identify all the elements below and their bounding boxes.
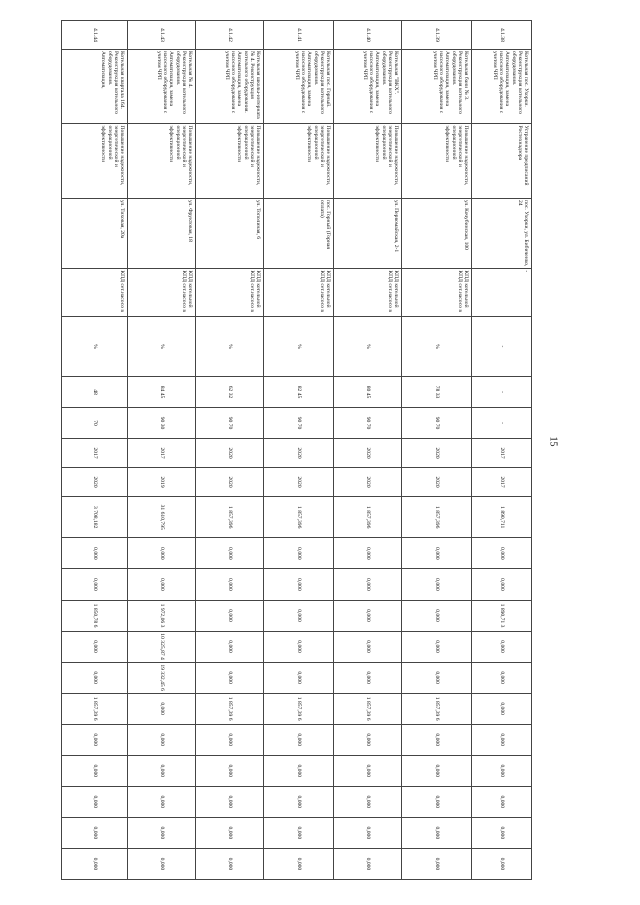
value-after: 70 bbox=[62, 408, 128, 439]
object-name: Котельная пос. Горный. Реконструкция котельного оборудования. Автоматизация, замена насосного оборудования с учетом ЧРП bbox=[264, 49, 334, 124]
unit: % bbox=[62, 316, 128, 376]
cost-col-3: 1 972,06 3 bbox=[128, 600, 196, 631]
cost-col-11: 0,000 bbox=[402, 848, 472, 879]
cost-col-6: 1 857,39 6 bbox=[62, 693, 128, 724]
cost-col-9: 0,000 bbox=[264, 786, 334, 817]
cost-col-1: 0,000 bbox=[128, 538, 196, 569]
page-number: 15 bbox=[547, 436, 559, 447]
cost-col-11: 0,000 bbox=[264, 848, 334, 879]
address: ул. Первомайская, 2-1 bbox=[334, 199, 402, 269]
value-before: 62 32 bbox=[196, 376, 264, 407]
row-number: 4.1.41 bbox=[264, 21, 334, 50]
cost-col-10: 0,000 bbox=[472, 817, 532, 848]
address: пос. Ухорки, ул. Бибиченко, 24 bbox=[472, 199, 532, 269]
total-cost: 1 857,396 bbox=[196, 497, 264, 538]
table-row bbox=[128, 21, 196, 880]
measure: Повышение надежности, энергетической и операционной эффективности bbox=[402, 124, 472, 199]
total-cost: 1 857,396 bbox=[402, 497, 472, 538]
cost-col-11: 0,000 bbox=[334, 848, 402, 879]
cost-col-7: 0,000 bbox=[334, 724, 402, 755]
cost-col-11: 0,000 bbox=[196, 848, 264, 879]
indicator: КПД котельной КПД сет.насосо в bbox=[264, 269, 334, 317]
cost-col-7: 0,000 bbox=[472, 724, 532, 755]
cost-col-7: 0,000 bbox=[62, 724, 128, 755]
investment-table bbox=[61, 20, 532, 880]
year-start: 2020 bbox=[402, 439, 472, 468]
value-before: 80 45 bbox=[334, 376, 402, 407]
cost-col-5: 0,000 bbox=[334, 662, 402, 693]
cost-col-9: 0,000 bbox=[128, 786, 196, 817]
year-end: 2019 bbox=[128, 468, 196, 497]
value-before: 82 45 bbox=[264, 376, 334, 407]
year-end: 2020 bbox=[334, 468, 402, 497]
cost-col-6: 1 857,39 6 bbox=[402, 693, 472, 724]
table-row bbox=[472, 21, 532, 880]
value-before: 48 bbox=[62, 376, 128, 407]
cost-col-5: 0,000 bbox=[62, 662, 128, 693]
year-end: 2020 bbox=[402, 468, 472, 497]
row-number: 4.1.44 bbox=[62, 21, 128, 50]
cost-col-3: 0,000 bbox=[264, 600, 334, 631]
cost-col-8: 0,000 bbox=[196, 755, 264, 786]
value-after: 90 70 bbox=[402, 408, 472, 439]
row-number: 4.1.40 bbox=[334, 21, 402, 50]
indicator: КПД котельной КПД сет.насосо в bbox=[128, 269, 196, 317]
cost-col-2: 0,000 bbox=[334, 569, 402, 600]
measure: Повышение надежности, энергетической и операционной эффективности bbox=[264, 124, 334, 199]
address: ул. Кочубинская, 100 bbox=[402, 199, 472, 269]
total-cost: 3 708,182 bbox=[62, 497, 128, 538]
cost-col-1: 0,000 bbox=[334, 538, 402, 569]
year-start: 2017 bbox=[472, 439, 532, 468]
cost-col-3: 0,000 bbox=[402, 600, 472, 631]
cost-col-10: 0,000 bbox=[402, 817, 472, 848]
row-number: 4.1.38 bbox=[472, 21, 532, 50]
cost-col-4: 0,000 bbox=[264, 631, 334, 662]
cost-col-8: 0,000 bbox=[62, 755, 128, 786]
cost-col-9: 0,000 bbox=[472, 786, 532, 817]
unit: % bbox=[334, 316, 402, 376]
address: ул. Тополиная, 6 bbox=[196, 199, 264, 269]
table-row bbox=[62, 21, 128, 880]
table-row bbox=[196, 21, 264, 880]
cost-col-7: 0,000 bbox=[264, 724, 334, 755]
cost-col-1: 0,000 bbox=[264, 538, 334, 569]
cost-col-11: 0,000 bbox=[62, 848, 128, 879]
value-after: 90 30 bbox=[128, 408, 196, 439]
cost-col-2: 0,000 bbox=[128, 569, 196, 600]
unit: % bbox=[402, 316, 472, 376]
cost-col-2: 0,000 bbox=[264, 569, 334, 600]
cost-col-8: 0,000 bbox=[264, 755, 334, 786]
cost-col-10: 0,000 bbox=[196, 817, 264, 848]
measure: Устранение предписаний Ростехнадзора bbox=[472, 124, 532, 199]
object-name: Котельная пос. Ухорки. Реконструкция котельного оборудования. Автоматизация, замена насосного оборудования с учетом ЧРП bbox=[472, 49, 532, 124]
cost-col-4: 0,000 bbox=[402, 631, 472, 662]
total-cost: 1 890,711 bbox=[472, 497, 532, 538]
cost-col-9: 0,000 bbox=[334, 786, 402, 817]
value-before: 78 33 bbox=[402, 376, 472, 407]
cost-col-5: 0,000 bbox=[472, 662, 532, 693]
cost-col-5: 0,000 bbox=[196, 662, 264, 693]
cost-col-4: 0,000 bbox=[62, 631, 128, 662]
cost-col-7: 0,000 bbox=[402, 724, 472, 755]
object-name: Котельная бани № 3. Реконструкция котельного оборудования. Автоматизация, замена насосного оборудования с учетом ЧРП bbox=[402, 49, 472, 124]
row-number: 4.1.42 bbox=[196, 21, 264, 50]
address: ул. Фруктовая, 18 bbox=[128, 199, 196, 269]
indicator: КПД котельной КПД сет.насосо в bbox=[334, 269, 402, 317]
year-start: 2020 bbox=[264, 439, 334, 468]
cost-col-2: 0,000 bbox=[472, 569, 532, 600]
year-end: 2020 bbox=[196, 468, 264, 497]
object-name: Котельная квартала 164. Реконструкция котельного оборудования. Автоматизация, bbox=[62, 49, 128, 124]
unit: % bbox=[264, 316, 334, 376]
cost-col-9: 0,000 bbox=[62, 786, 128, 817]
cost-col-8: 0,000 bbox=[472, 755, 532, 786]
cost-col-6: 1 857,39 6 bbox=[334, 693, 402, 724]
address: ул. Тиховая, 20а bbox=[62, 199, 128, 269]
measure: Повышение надежности, энергетической и операционной эффективности bbox=[128, 124, 196, 199]
table-row bbox=[334, 21, 402, 880]
year-end: 2020 bbox=[62, 468, 128, 497]
cost-col-5: 19 332,45 6 bbox=[128, 662, 196, 693]
cost-col-10: 0,000 bbox=[334, 817, 402, 848]
cost-col-3: 1 850,78 6 bbox=[62, 600, 128, 631]
total-cost: 31 610,795 bbox=[128, 497, 196, 538]
indicator: КПД котельной КПД сет.насосо в bbox=[402, 269, 472, 317]
cost-col-6: 0,000 bbox=[128, 693, 196, 724]
year-end: 2020 bbox=[264, 468, 334, 497]
cost-col-2: 0,000 bbox=[62, 569, 128, 600]
object-name: Котельная школы-интерната № 4. Реконструкция котельного оборудования. Автоматизация, замена насосного оборудования с учетом ЧРП bbox=[196, 49, 264, 124]
cost-col-2: 0,000 bbox=[402, 569, 472, 600]
table-row bbox=[264, 21, 334, 880]
object-name: Котельная № 4. Реконструкция котельного оборудования. Автоматизация, замена насосного оборудования с учетом ЧРП bbox=[128, 49, 196, 124]
cost-col-11: 0,000 bbox=[128, 848, 196, 879]
measure: Повышение надежности, энергетической и операционной эффективности bbox=[196, 124, 264, 199]
year-start: 2017 bbox=[128, 439, 196, 468]
cost-col-8: 0,000 bbox=[334, 755, 402, 786]
indicator: КПД котельной КПД сет.насосо в bbox=[196, 269, 264, 317]
table-row bbox=[402, 21, 472, 880]
cost-col-10: 0,000 bbox=[264, 817, 334, 848]
cost-col-3: 0,000 bbox=[196, 600, 264, 631]
cost-col-4: 0,000 bbox=[196, 631, 264, 662]
measure: Повышение надежности, энергетической и операционной эффективности bbox=[334, 124, 402, 199]
value-after: - bbox=[472, 408, 532, 439]
value-before: - bbox=[472, 376, 532, 407]
total-cost: 1 857,396 bbox=[264, 497, 334, 538]
cost-col-4: 0,000 bbox=[334, 631, 402, 662]
cost-col-5: 0,000 bbox=[402, 662, 472, 693]
object-name: Котельная "ВКХ". Реконструкция котельного оборудования. Автоматизация, замена насосного оборудования с учетом ЧРП bbox=[334, 49, 402, 124]
cost-col-1: 0,000 bbox=[62, 538, 128, 569]
rotated-table-container bbox=[62, 20, 532, 880]
cost-col-11: 0,000 bbox=[472, 848, 532, 879]
unit: % bbox=[196, 316, 264, 376]
year-start: 2020 bbox=[334, 439, 402, 468]
cost-col-5: 0,000 bbox=[264, 662, 334, 693]
cost-col-8: 0,000 bbox=[402, 755, 472, 786]
row-number: 4.1.39 bbox=[402, 21, 472, 50]
indicator: - bbox=[472, 269, 532, 317]
value-after: 90 70 bbox=[196, 408, 264, 439]
cost-col-3: 0,000 bbox=[334, 600, 402, 631]
cost-col-2: 0,000 bbox=[196, 569, 264, 600]
indicator: КПД сет.насосо в bbox=[62, 269, 128, 317]
cost-col-6: 1 857,39 6 bbox=[264, 693, 334, 724]
cost-col-3: 1 890,71 3 bbox=[472, 600, 532, 631]
cost-col-9: 0,000 bbox=[196, 786, 264, 817]
unit: - bbox=[472, 316, 532, 376]
year-start: 2020 bbox=[196, 439, 264, 468]
cost-col-6: 1 857,39 6 bbox=[196, 693, 264, 724]
total-cost: 1 857,396 bbox=[334, 497, 402, 538]
cost-col-10: 0,000 bbox=[128, 817, 196, 848]
year-start: 2017 bbox=[62, 439, 128, 468]
value-before: 84 45 bbox=[128, 376, 196, 407]
cost-col-8: 0,000 bbox=[128, 755, 196, 786]
cost-col-1: 0,000 bbox=[402, 538, 472, 569]
row-number: 4.1.43 bbox=[128, 21, 196, 50]
cost-col-9: 0,000 bbox=[402, 786, 472, 817]
value-after: 90 70 bbox=[334, 408, 402, 439]
cost-col-1: 0,000 bbox=[472, 538, 532, 569]
cost-col-6: 0,000 bbox=[472, 693, 532, 724]
value-after: 90 70 bbox=[264, 408, 334, 439]
cost-col-7: 0,000 bbox=[196, 724, 264, 755]
measure: Повышение надежности, энергетической и операционной эффективности bbox=[62, 124, 128, 199]
cost-col-1: 0,000 bbox=[196, 538, 264, 569]
cost-col-7: 0,000 bbox=[128, 724, 196, 755]
cost-col-10: 0,000 bbox=[62, 817, 128, 848]
cost-col-4: 0,000 bbox=[472, 631, 532, 662]
year-end: 2017 bbox=[472, 468, 532, 497]
cost-col-4: 10 325,87 4 bbox=[128, 631, 196, 662]
unit: % bbox=[128, 316, 196, 376]
address: пос. Горный (Горная оплата) bbox=[264, 199, 334, 269]
